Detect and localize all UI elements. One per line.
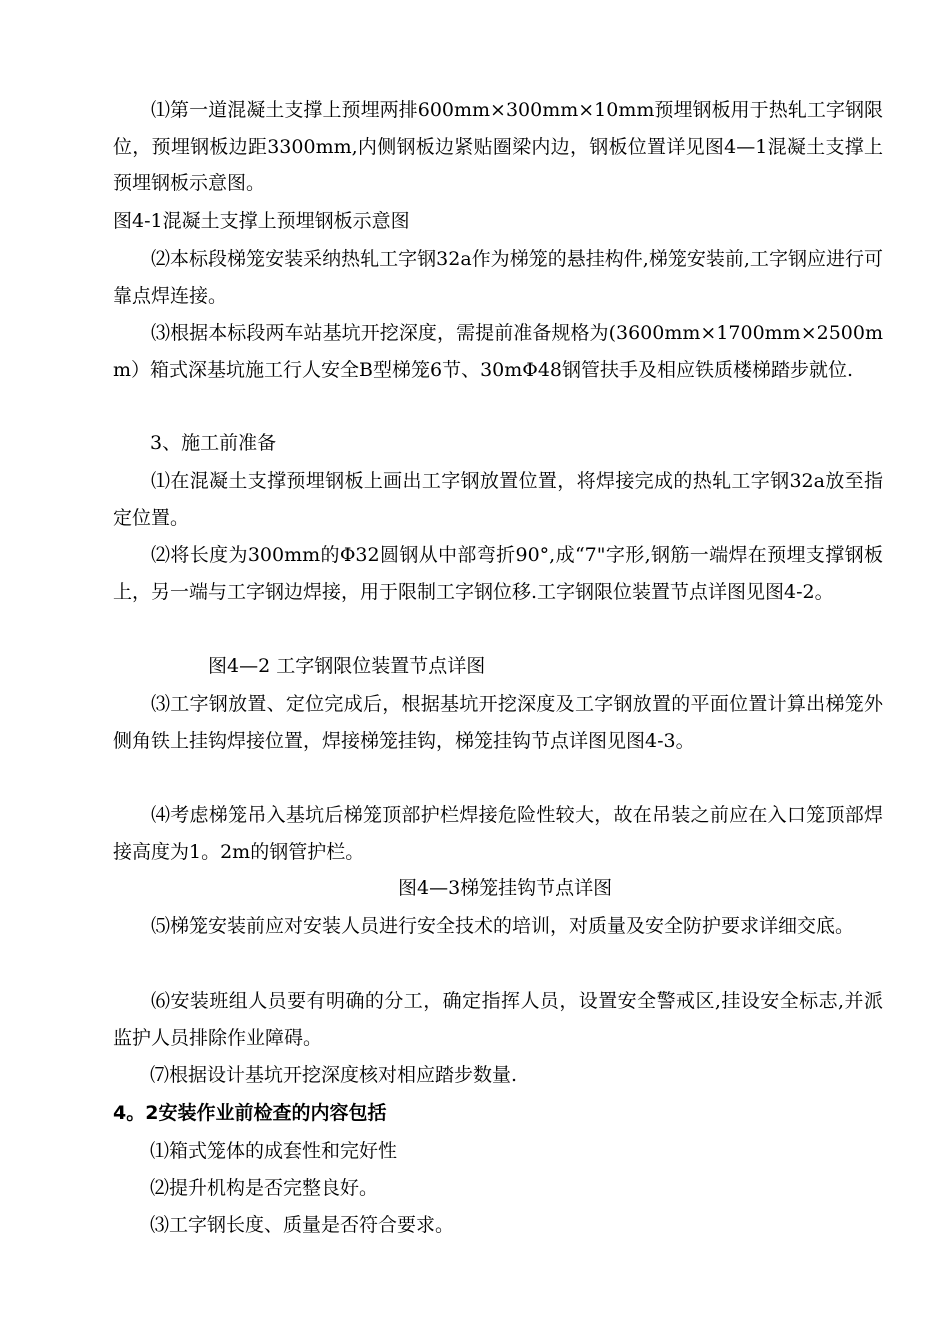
paragraph-guardrail: ⑷考虑梯笼吊入基坑后梯笼顶部护栏焊接危险性较大，故在吊装之前应在入口笼顶部焊接高度为1。2m的钢管护栏。 xyxy=(113,804,883,863)
section-heading-construction-prep: 3、施工前准备 xyxy=(150,432,277,454)
paragraph-team-division: ⑹安装班组人员要有明确的分工，确定指挥人员，设置安全警戒区,挂设安全标志,并派监护人员排除作业障碍。 xyxy=(113,990,883,1049)
paragraph-embedded-plates: ⑴第一道混凝土支撑上预埋两排600mm×300mm×10mm预埋钢板用于热轧工字钢限位，预埋钢板边距3300mm,内侧钢板边紧贴圈梁内边，钢板位置详见图4—1混凝土支撑上预埋钢板示意图。 xyxy=(113,99,883,194)
paragraph-steel-bar-limit: ⑵将长度为300mm的Φ32圆钢从中部弯折90°,成“7"字形,钢筋一端焊在预埋支撑钢板上，另一端与工字钢边焊接，用于限制工字钢位移.工字钢限位装置节点详图见图4-2。 xyxy=(113,544,883,603)
paragraph-safety-training: ⑸梯笼安装前应对安装人员进行安全技术的培训，对质量及安全防护要求详细交底。 xyxy=(151,915,855,937)
paragraph-hot-rolled-beam: ⑵本标段梯笼安装采纳热轧工字钢32a作为梯笼的悬挂构件,梯笼安装前,工字钢应进行可靠点焊连接。 xyxy=(113,248,883,307)
paragraph-step-count: ⑺根据设计基坑开挖深度核对相应踏步数量. xyxy=(150,1064,518,1086)
paragraph-hook-welding: ⑶工字钢放置、定位完成后，根据基坑开挖深度及工字钢放置的平面位置计算出梯笼外侧角铁上挂钩焊接位置，焊接梯笼挂钩，梯笼挂钩节点详图见图4-3。 xyxy=(113,693,883,752)
paragraph-mark-beam-position: ⑴在混凝土支撑预埋钢板上画出工字钢放置位置，将焊接完成的热轧工字钢32a放至指定位置。 xyxy=(113,470,883,529)
figure-caption-4-1: 图4-1混凝土支撑上预埋钢板示意图 xyxy=(113,210,410,232)
figure-caption-4-3: 图4—3梯笼挂钩节点详图 xyxy=(398,877,613,899)
check-item-lifting-mechanism: ⑵提升机构是否完整良好。 xyxy=(150,1177,379,1199)
check-item-cage-body: ⑴箱式笼体的成套性和完好性 xyxy=(150,1140,398,1162)
section-heading-4-2: 4。2安装作业前检查的内容包括 xyxy=(113,1102,387,1124)
check-item-beam-quality: ⑶工字钢长度、质量是否符合要求。 xyxy=(150,1214,455,1236)
figure-caption-4-2: 图4—2 工字钢限位装置节点详图 xyxy=(208,655,486,677)
paragraph-cage-specs: ⑶根据本标段两车站基坑开挖深度，需提前准备规格为(3600mm×1700mm×2500mm）箱式深基坑施工行人安全B型梯笼6节、30mΦ48钢管扶手及相应铁质楼梯踏步就位. xyxy=(113,322,883,381)
